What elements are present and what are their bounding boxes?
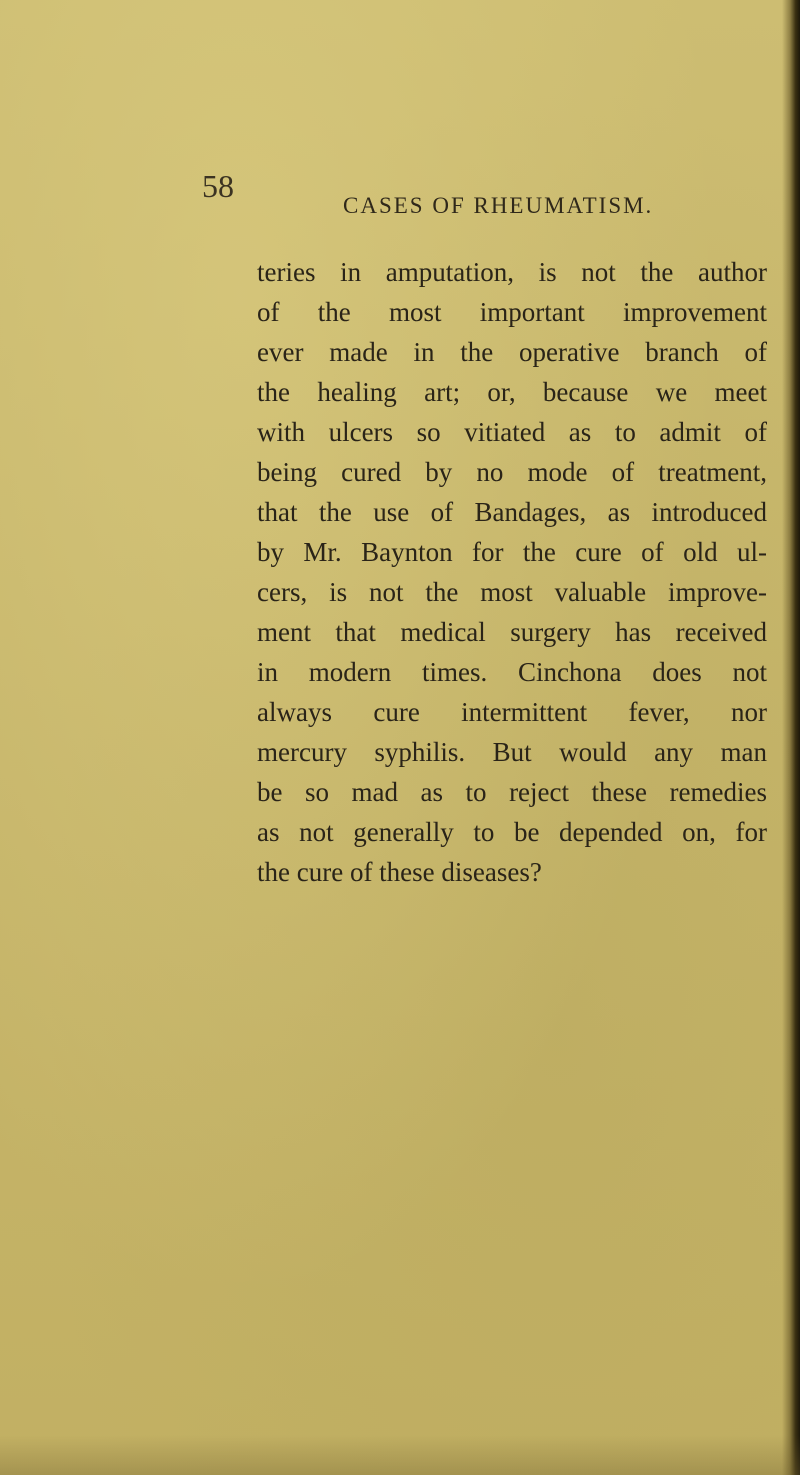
text-line: teries in amputation, is not the author — [257, 257, 767, 287]
page-bottom-shading — [0, 1435, 800, 1475]
text-line: mercury syphilis. But would any man — [257, 737, 767, 767]
text-line: of the most important improvement — [257, 297, 767, 327]
text-line: be so mad as to reject these remedies — [257, 777, 767, 807]
text-line: in modern times. Cinchona does not — [257, 657, 767, 687]
text-line: the healing art; or, because we meet — [257, 377, 767, 407]
text-line: by Mr. Baynton for the cure of old ul- — [257, 537, 767, 567]
text-line: always cure intermittent fever, nor — [257, 697, 767, 727]
text-line: that the use of Bandages, as introduced — [257, 497, 767, 527]
page-edge-shadow — [782, 0, 800, 1475]
text-line: ment that medical surgery has received — [257, 617, 767, 647]
body-paragraph — [257, 252, 767, 892]
text-line: with ulcers so vitiated as to admit of — [257, 417, 767, 447]
text-line: the cure of these diseases? — [257, 857, 542, 887]
text-line: being cured by no mode of treatment, — [257, 457, 767, 487]
text-line: cers, is not the most valuable improve- — [257, 577, 767, 607]
text-line: ever made in the operative branch of — [257, 337, 767, 367]
page-header — [202, 168, 762, 218]
text-line: as not generally to be depended on, for — [257, 817, 767, 847]
page-number: 58 — [202, 168, 234, 204]
running-title: CASES OF RHEUMATISM. — [343, 193, 654, 218]
